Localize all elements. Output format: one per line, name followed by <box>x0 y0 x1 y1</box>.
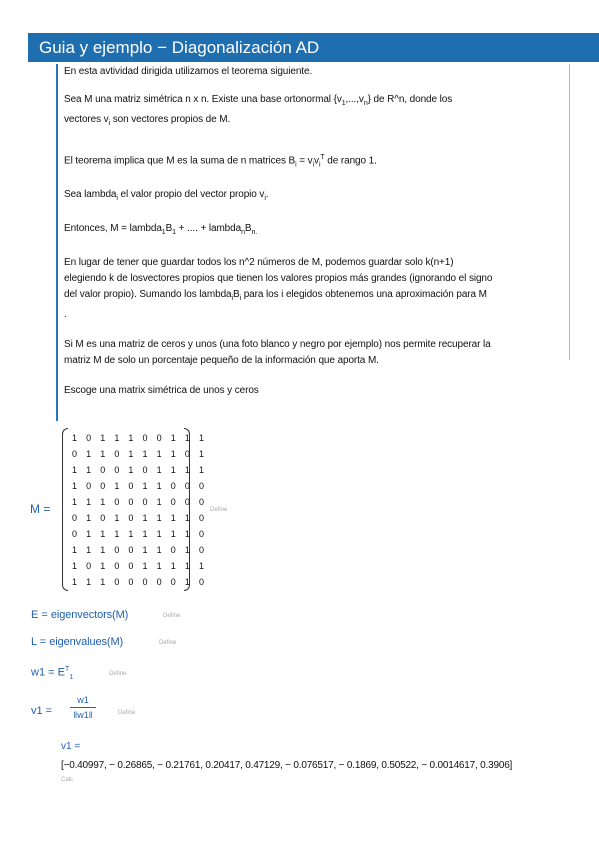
matrix-row: 1 0 1 1 1 0 0 1 1 1 <box>72 433 208 443</box>
paragraph-lambda: Sea lambda$_i$ el valor propio del vector propio $v_i$. <box>64 189 269 203</box>
formula-rhs: eigenvalues(M) <box>49 636 124 648</box>
matrix-left-bracket <box>62 428 68 591</box>
formula-lhs: L = <box>31 636 47 648</box>
matrix-row: 0 1 0 1 0 1 1 1 1 0 <box>72 513 208 523</box>
matrix-row: 1 1 1 0 0 0 1 0 0 0 <box>72 497 208 507</box>
page-title: Guia y ejemplo − Diagonalización AD <box>28 33 599 62</box>
fraction-numerator: w1 <box>77 695 89 705</box>
define-button-E[interactable]: Define <box>163 613 181 619</box>
define-button-v1[interactable]: Define <box>118 710 136 716</box>
formula-rhs: eigenvectors(M) <box>50 609 129 621</box>
matrix-row: 1 1 0 0 1 0 1 1 1 1 <box>72 465 208 475</box>
formula-sub: 1 <box>69 673 74 681</box>
fraction-bar <box>70 707 96 708</box>
paragraph-choose: Escoge una matrix simétrica de unos y ceros <box>64 385 259 397</box>
matrix-row: 1 1 1 0 0 0 0 0 1 0 <box>72 577 208 587</box>
formula-base: E <box>57 666 65 679</box>
paragraph-intro: En esta avtividad dirigida utilizamos el teorema siguiente. <box>64 66 313 77</box>
formula-eigenvalues[interactable] <box>31 636 123 648</box>
matrix-row: 0 1 1 1 1 1 1 1 1 0 <box>72 529 208 539</box>
matrix-row: 1 1 1 0 0 1 1 0 1 0 <box>72 545 208 555</box>
text-block[interactable] <box>56 64 568 421</box>
define-button-L[interactable]: Define <box>159 640 177 646</box>
formula-lhs: E = <box>31 609 48 621</box>
result-lhs: v1 = <box>61 741 81 752</box>
matrix-row: 0 1 1 0 1 1 1 1 0 1 <box>72 449 208 459</box>
define-button-M[interactable]: Define <box>210 507 228 513</box>
paragraph-compression: En lugar de tener que guardar todos los n^2 números de M, podemos guardar solo k(n+1) elegiendo k de losvectores propios que tienen los valores propios más grandes (ignorando el signo del valor propio). Sumando los $lambda_iB_i$ para los i elegidos obtenemos una aproximación para M . <box>64 257 493 321</box>
paragraph-sum: Entonces, $M = lambda_1B_1$ + .... + $lambda_nB_{n.}$ <box>64 223 258 237</box>
formula-v1-lhs: v1 = <box>31 705 53 717</box>
formula-w1[interactable] <box>31 666 73 681</box>
formula-v1-fraction[interactable] <box>70 695 96 721</box>
calc-button[interactable]: Calc <box>61 777 74 783</box>
matrix-label: M = <box>30 502 51 516</box>
paragraph-implication: El teorema implica que M es la suma de n matrices $B_i = v_iv_i^T$ de rango 1. <box>64 154 377 169</box>
matrix-row: 1 0 0 1 0 1 1 0 0 0 <box>72 481 208 491</box>
matrix-M[interactable] <box>62 428 208 591</box>
define-button-w1[interactable]: Define <box>109 671 127 677</box>
formula-sup: T <box>64 666 70 673</box>
divider <box>569 64 570 360</box>
paragraph-theorem: Sea M una matriz simétrica n x n. Existe una base ortonormal $\{v_1,...,v_n\}$ de R^n, donde los vectores $v_i$ son vectores propios de M. <box>64 94 453 127</box>
paragraph-binary: Si M es una matriz de ceros y unos (una foto blanco y negro por ejemplo) nos permite recuperar la matriz M de solo un porcentaje pequeño de la información que aporta M. <box>64 339 491 367</box>
matrix-row: 1 0 1 0 0 1 1 1 1 1 <box>72 561 208 571</box>
result-vector: [−0.40997, − 0.26865, − 0.21761, 0.20417, 0.47129, − 0.076517, − 0.1869, 0.50522, − 0.0014617, 0.3906] <box>61 760 513 771</box>
fraction-denominator: ‖w1‖ <box>73 710 93 720</box>
formula-lhs: w1 = <box>31 666 55 679</box>
formula-eigenvectors[interactable] <box>31 609 128 621</box>
